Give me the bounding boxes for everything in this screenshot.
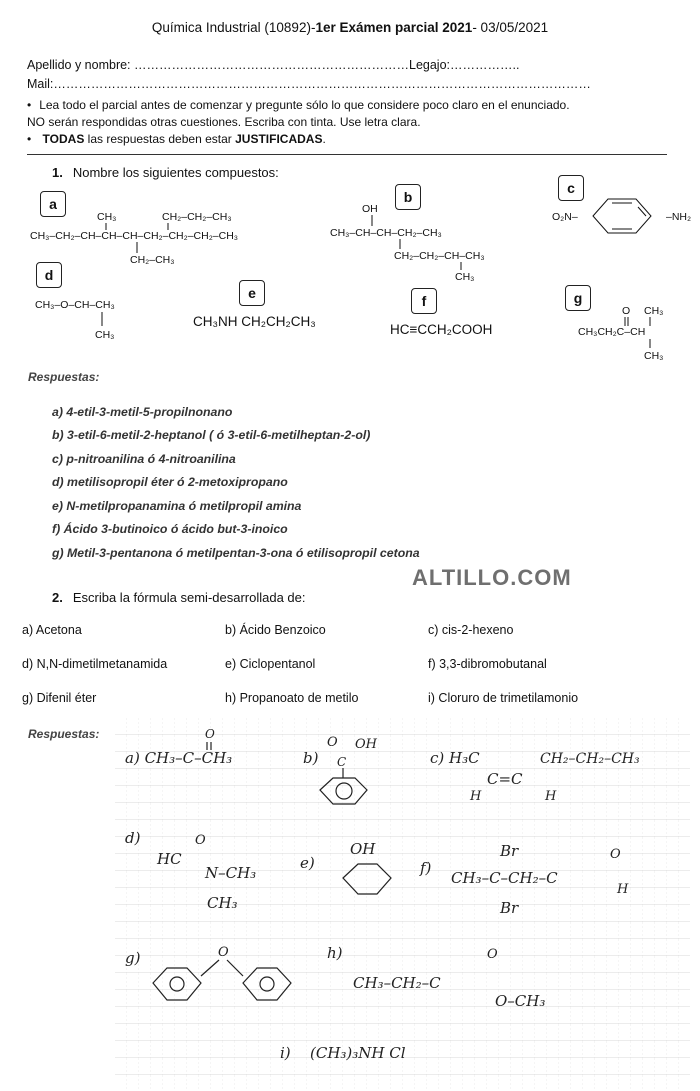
svg-text:CH₃–CH–CH–CH₂–CH₃: CH₃–CH–CH–CH₂–CH₃ [330,227,442,239]
structure-b [330,196,530,286]
svg-text:HC: HC [157,850,182,868]
svg-text:O–CH₃: O–CH₃ [495,992,546,1010]
svg-text:CH₂–CH₂–CH–CH₃: CH₂–CH₂–CH–CH₃ [394,250,485,262]
instruction-3: • TODAS las respuestas deben estar JUSTIFICADAS. [27,132,326,146]
svg-text:O: O [610,847,621,862]
label-f: f [411,288,437,314]
svg-text:CH₂–CH₂–CH₃: CH₂–CH₂–CH₃ [540,751,640,767]
q2-item-c: c) cis-2-hexeno [428,623,514,637]
svg-text:i): i) [280,1044,291,1062]
q2-responses-title: Respuestas: [28,727,100,741]
svg-text:Br: Br [500,899,519,917]
instruction-2: NO serán respondidas otras cuestiones. Escriba con tinta. Use letra clara. [27,115,421,129]
svg-text:CH₃: CH₃ [95,329,115,341]
svg-text:CH₃: CH₃ [455,271,475,283]
svg-text:CH₃: CH₃ [644,305,664,317]
structure-c [548,195,700,237]
svg-text:CH₃: CH₃ [97,211,117,223]
svg-text:e): e) [300,854,315,872]
svg-text:O: O [205,727,215,741]
svg-text:H: H [470,789,482,804]
svg-text:CH₂–CH₃: CH₂–CH₃ [130,254,175,266]
answer-c: c) p-nitroanilina ó 4-nitroanilina [52,452,236,466]
label-d: d [36,262,62,288]
q2-item-e: e) Ciclopentanol [225,657,316,671]
svg-text:–NH₂: –NH₂ [666,211,692,223]
mail-field-line: Mail:………………………………………………………………………………………………………………… [27,77,591,91]
svg-text:g): g) [125,949,141,967]
structure-e: CH₃NH CH₂CH₂CH₃ [193,314,316,329]
svg-text:CH₃CH₂C–CH: CH₃CH₂C–CH [578,326,646,338]
answer-g: g) Metil-3-pentanona ó metilpentan-3-ona ó etilisopropil cetona [52,546,420,560]
answer-d: d) metilisopropil éter ó 2-metoxipropano [52,475,288,489]
svg-text:OH: OH [362,203,378,215]
structure-f: HC≡CCH₂COOH [390,322,493,337]
svg-text:CH₃–O–CH–CH₃: CH₃–O–CH–CH₃ [35,299,115,311]
q2-item-i: i) Cloruro de trimetilamonio [428,691,579,705]
svg-text:O: O [487,947,498,962]
svg-text:CH₂–CH₂–CH₃: CH₂–CH₂–CH₃ [162,211,232,223]
svg-text:O: O [218,945,229,960]
svg-text:H: H [545,789,557,804]
answer-a: a) 4-etil-3-metil-5-propilnonano [52,405,233,419]
structure-g [578,302,688,364]
instruction-1: • Lea todo el parcial antes de comenzar y pregunte sólo lo que considere poco claro en el enunciado. [27,98,570,112]
label-g: g [565,285,591,311]
label-e: e [239,280,265,306]
svg-text:O: O [622,305,631,317]
svg-text:f): f) [420,859,432,877]
svg-text:CH₃–CH₂–C: CH₃–CH₂–C [353,974,441,992]
label-b: b [395,184,421,210]
q2-item-a: a) Acetona [22,623,82,637]
question-1: 1. Nombre los siguientes compuestos: [52,165,279,180]
svg-text:CH₃–CH₂–CH–CH–CH–CH₂–CH₂–CH₂–C: CH₃–CH₂–CH–CH–CH–CH₂–CH₂–CH₂–CH₃ [30,230,239,242]
structure-d [35,288,175,348]
svg-text:C: C [337,755,347,769]
label-a: a [40,191,66,217]
svg-text:a) CH₃–C–CH₃: a) CH₃–C–CH₃ [125,749,233,767]
svg-text:CH₃–C–CH₂–C: CH₃–C–CH₂–C [451,869,558,887]
svg-text:N–CH₃: N–CH₃ [205,864,257,882]
label-c: c [558,175,584,201]
q2-item-g: g) Difenil éter [22,691,97,705]
svg-text:(CH₃)₃NH Cl: (CH₃)₃NH Cl [310,1044,406,1062]
svg-text:C=C: C=C [487,770,523,788]
svg-text:CH₃: CH₃ [207,894,238,912]
svg-text:O: O [195,833,206,848]
q1-responses-title: Respuestas: [28,370,100,384]
svg-text:d): d) [125,829,141,847]
svg-text:b): b) [303,749,319,767]
svg-text:O₂N–: O₂N– [552,211,578,223]
structure-a [30,203,320,268]
watermark: ALTILLO.COM [412,565,572,590]
svg-text:OH: OH [355,737,377,752]
svg-text:O: O [327,735,338,750]
name-field-line: Apellido y nombre: …………………………………………………………Legajo:…………….. [27,58,520,72]
answer-f: f) Ácido 3-butinoico ó ácido but-3-inoico [52,522,288,536]
question-2: 2. Escriba la fórmula semi-desarrollada de: [52,590,306,605]
svg-text:Br: Br [500,842,519,860]
answer-e: e) N-metilpropanamina ó metilpropil amina [52,499,302,513]
q2-item-d: d) N,N-dimetilmetanamida [22,657,168,671]
header-divider [27,154,667,155]
q2-item-b: b) Ácido Benzoico [225,623,326,637]
q2-item-h: h) Propanoato de metilo [225,691,359,705]
answer-b: b) 3-etil-6-metil-2-heptanol ( ó 3-etil-6-metilheptan-2-ol) [52,428,371,442]
exam-title: Química Industrial (10892)-1er Exámen parcial 2021- 03/05/2021 [151,20,549,35]
svg-text:h): h) [327,944,343,962]
svg-text:OH: OH [350,840,376,858]
svg-text:c) H₃C: c) H₃C [430,749,480,767]
handwritten-answers-image [115,718,690,1091]
q2-item-f: f) 3,3-dibromobutanal [428,657,547,671]
svg-text:CH₃: CH₃ [644,350,664,362]
svg-text:H: H [617,882,629,897]
